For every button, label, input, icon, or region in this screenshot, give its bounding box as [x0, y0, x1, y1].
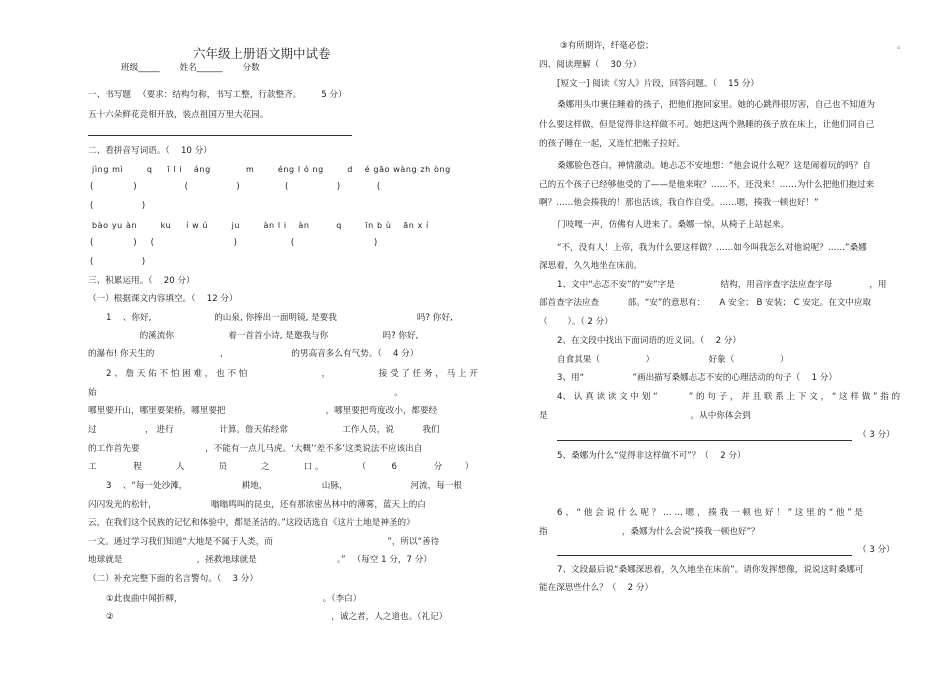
section-1-text: 五十六朵鲜花竞相开放，装点祖国万里大花园。 [88, 110, 269, 120]
reading-q4-score: （ 3 分） [858, 430, 895, 440]
q3-line-4: 一文。通过学习我们知道“大地是不属于人类，而 ”，所以“善待 [88, 537, 440, 547]
answer-brackets-row-1: ( ) ( ) ( ) ( [90, 182, 381, 192]
q2-line-6: 工 程 人 员 之 口 。 （ 6 分 ） [88, 462, 474, 472]
maxim-1: ①此夜曲中闻折柳， 。（李白） [106, 594, 362, 604]
reading-q1-line-2: 部首查字法应查 部。“安”的意思有： A 安全； B 安装； C 安定。在文中应取 [539, 298, 872, 308]
reading-q6-line-2: 指 ，桑娜为什么会说“揍我一顿也好”？ [539, 527, 760, 537]
reading-q4-line-1: 4、 认 真 读 读 文 中 划 “ ” 的 句 子 ， 并 且 联 系 上 下 文 ， “ 这 样 做 ” 指 的 [557, 392, 901, 402]
q3-line-5: 地球就是 ，拯救地球就是 。” （每空 1 分，7 分） [88, 555, 432, 565]
passage-p4-line-1: “不，没有人！上帝，我为什么要这样做？……如今叫我怎么对他说呢？……”桑娜 [557, 243, 867, 253]
passage-p2-line-2: 己的五个孩子已经够他受的了——是他来啦？……不，还没来！……为什么把他们抱过来 [539, 180, 875, 190]
passage-p2-line-3: 啊？……他会揍我的！那也活该，我自作自受。……嗯，揍我一顿也好！” [539, 198, 819, 208]
q3-line-1: 3 、“每一处沙滩， 耕地， 山脉， 河流，每一根 [106, 481, 463, 491]
passage-intro: [短文一] 阅读《穷人》片段，回答问题。（ 15 分） [557, 79, 760, 89]
q1-line-2: 的溪流你 着一首首小诗, 是邀我与你 吗? 你好, [88, 331, 473, 341]
student-info-line: 班级_____ 姓名______ 分数 [121, 63, 260, 73]
pinyin-row-1: jìng mì q ī l i áng m éng l ó ng d é gāo wàng zh òng [92, 165, 451, 174]
reading-q1-line-3: （ ）。（ 2 分） [539, 317, 613, 327]
section-3b-title: （二）补充完整下面的名言警句。（ 3 分） [88, 574, 258, 584]
answer-brackets-row-2: ( ) ( ) ( ) [90, 238, 378, 248]
section-1-title: 一、书写题 （要求：结构匀称，书写工整，行款整齐。 5 分） [88, 90, 347, 100]
passage-p1-line-1: 桑娜用头巾裹住睡着的孩子，把他们抱回家里。她的心跳得很厉害，自己也不知道为 [557, 100, 875, 110]
q3-line-3: 云，在我们这个民族的记忆和体验中，都是圣洁的。”这段话选自《这片土地是神圣的》 [88, 518, 415, 528]
section-3a-title: （一）根据课文内容填空。（ 12 分） [88, 294, 238, 304]
reading-q2-words: 自食其果（ ） 好象（ ） [557, 355, 789, 365]
section-4-title: 四、阅读理解（ 30 分） [539, 60, 642, 70]
q2-line-4: 过 ， 进行 计算。詹天佑经常 工作人员，说 我们 [88, 425, 440, 435]
answer-brackets-row-1b: ( ) [90, 201, 146, 211]
reading-q3: 3、用“ ”画出描写桑娜忐忑不安的心理活动的句子（ 1 分） [557, 373, 837, 383]
passage-p4-line-2: 深思着，久久地坐在床前。 [539, 261, 643, 271]
passage-p1-line-3: 的孩子睡在一起，又连忙把帐子拉好。 [539, 139, 686, 149]
answer-brackets-row-2b: ( ) [90, 257, 146, 267]
q2-line-3: 哪里要开山，哪里要架桥，哪里要把 ，哪里要把弯度改小，都要经 [88, 406, 438, 416]
pinyin-row-2: bào yu àn ku í w ú ju àn l i àn q īn b ù ān x í [92, 221, 429, 230]
maxim-2: ② ，诚之者，人之道也。（礼记） [106, 612, 448, 622]
reading-q6-score: （ 3 分） [858, 545, 895, 555]
passage-p2-line-1: 桑娜脸色苍白，神情激动。她忐忑不安地想：“他会说什么呢？这是闹着玩的吗？自 [557, 161, 871, 171]
reading-q7-line-1: 7、文段最后说“桑娜深思着，久久地坐在床前”。请你发挥想像，说说这时桑娜可 [557, 565, 864, 575]
q1-line-3: 的瀑布! 你天生的 ， 的男高音多么有气势。（ 4 分） [88, 349, 419, 359]
maxim-3: ③有所期许，纤毫必偿； 。 [560, 41, 906, 51]
reading-q1-line-1: 1、文中“忐忑不安”的“安”字是 结构，用音序查字法应查字母 ，用 [557, 280, 887, 290]
reading-q2: 2、在文段中找出下面词语的近义词。（ 2 分） [557, 336, 741, 346]
reading-q7-line-2: 能在深思些什么？（ 2 分） [539, 583, 654, 593]
q3-line-2: 闪闪发光的松针， 嗡嗡鸣叫的昆虫，还有那浓密丛林中的薄雾，蓝天上的白 [88, 500, 426, 510]
passage-p3: 门吱嘎一声，仿佛有人进来了。桑娜一惊，从椅子上站起来。 [557, 220, 790, 230]
reading-q6-answer-line [557, 555, 852, 556]
q2-line-1: 2 、 詹 天 佑 不 怕 困 难 ， 也 不 怕 ， 接 受 了 任 务 ， 马 上 开 [106, 369, 478, 379]
q1-line-1: 1 、你好, 的山泉, 你捧出一面明镜, 是要我 吗? 你好, [106, 313, 453, 323]
section-2-title: 二、看拼音写词语。（ 10 分） [88, 146, 212, 156]
reading-q6-line-1: 6 、 “ 他 会 说 什 么 呢 ？ … … 嗯 ， 揍 我 一 顿 也 好 ！ ” 这 里 的 “ 他 ” 是 [557, 508, 864, 518]
reading-q4-line-2: 是 。从中你体会到 [539, 411, 751, 421]
section-3-title: 三、积累运用。（ 20 分） [88, 276, 195, 286]
reading-q4-answer-line [557, 440, 852, 441]
writing-line [88, 135, 352, 136]
q2-line-5: 的工作首先要 ，不能有一点儿马虎。‘大概’‘差不多’这类说法不应该出自 [88, 444, 423, 454]
page-title: 六年级上册语文期中试卷 [193, 46, 331, 61]
q2-line-2: 始 。 [88, 388, 403, 398]
reading-q5: 5、桑娜为什么“觉得非这样做不可”？（ 2 分） [557, 451, 746, 461]
passage-p1-line-2: 什么要这样做，但是觉得非这样做不可。她把这两个熟睡的孩子放在床上，让他们同自己 [539, 120, 875, 130]
